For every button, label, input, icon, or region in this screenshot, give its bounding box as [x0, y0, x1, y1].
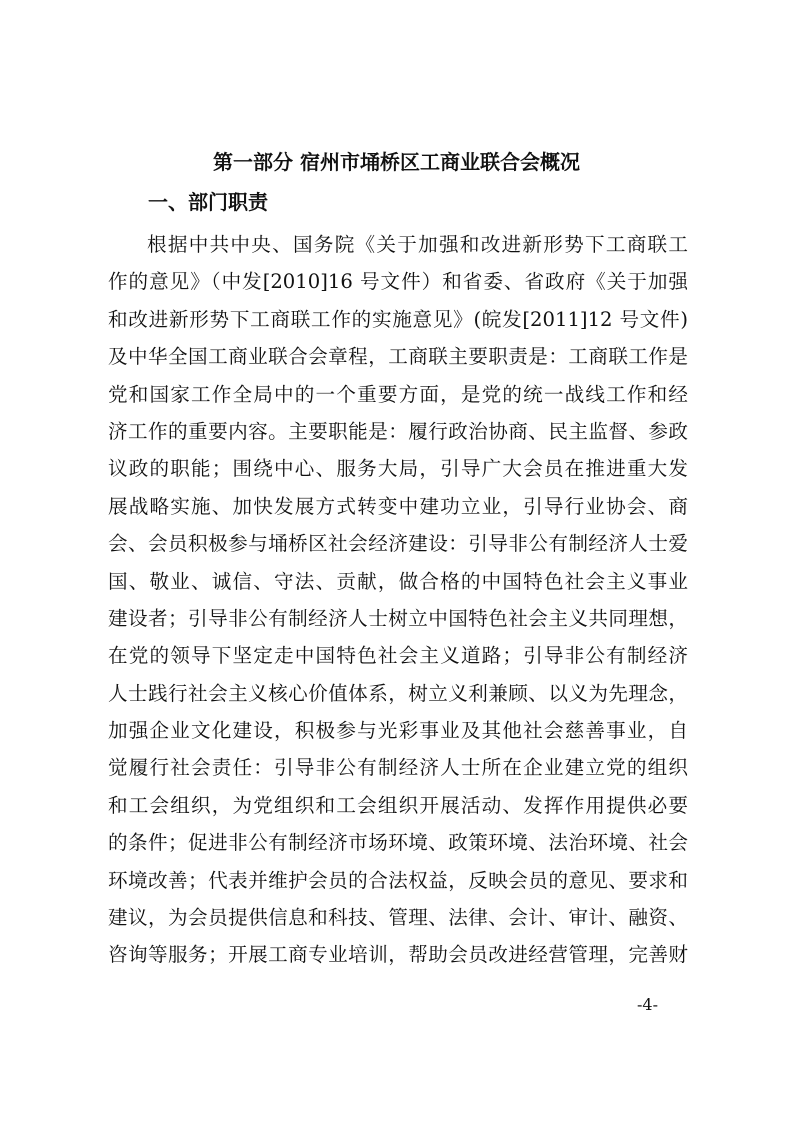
page-title: 第一部分 宿州市埇桥区工商业联合会概况 [213, 150, 580, 174]
paragraph-line: 和改进新形势下工商联工作的实施意见》(皖发[2011]12 号文件) [108, 307, 688, 331]
paragraph-line: 及中华全国工商业联合会章程，工商联主要职责是：工商联工作是 [108, 345, 688, 369]
paragraph-line: 的条件；促进非公有制经济市场环境、政策环境、法治环境、社会 [108, 831, 688, 855]
paragraph-line: 展战略实施、加快发展方式转变中建功立业，引导行业协会、商 [108, 494, 688, 518]
paragraph-line: 和工会组织，为党组织和工会组织开展活动、发挥作用提供必要 [108, 793, 688, 817]
paragraph-line: 人士践行社会主义核心价值体系，树立义利兼顾、以义为先理念， [108, 681, 688, 705]
paragraph-line: 在党的领导下坚定走中国特色社会主义道路；引导非公有制经济 [108, 644, 688, 668]
paragraph-line: 环境改善；代表并维护会员的合法权益，反映会员的意见、要求和 [108, 868, 688, 892]
body-paragraph [108, 226, 688, 974]
paragraph-line: 会、会员积极参与埇桥区社会经济建设：引导非公有制经济人士爱 [108, 532, 688, 556]
paragraph-line: 建设者；引导非公有制经济人士树立中国特色社会主义共同理想， [108, 606, 688, 630]
paragraph-line: 作的意见》（中发[2010]16 号文件）和省委、省政府《关于加强 [108, 270, 688, 294]
paragraph-line: 济工作的重要内容。主要职能是：履行政治协商、民主监督、参政 [108, 419, 688, 443]
paragraph-line: 党和国家工作全局中的一个重要方面，是党的统一战线工作和经 [108, 382, 688, 406]
section-heading: 一、部门职责 [148, 190, 268, 214]
paragraph-line: 议政的职能；围绕中心、服务大局，引导广大会员在推进重大发 [108, 457, 688, 481]
paragraph-line: 根据中共中央、国务院《关于加强和改进新形势下工商联工 [147, 233, 688, 256]
paragraph-line: 咨询等服务；开展工商专业培训，帮助会员改进经营管理，完善财 [108, 943, 688, 967]
paragraph-line: 觉履行社会责任：引导非公有制经济人士所在企业建立党的组织 [108, 756, 688, 780]
paragraph-line: 国、敬业、诚信、守法、贡献，做合格的中国特色社会主义事业 [108, 569, 688, 593]
paragraph-line: 加强企业文化建设，积极参与光彩事业及其他社会慈善事业，自 [108, 719, 688, 743]
page-number: -4- [637, 995, 658, 1014]
paragraph-line: 建议，为会员提供信息和科技、管理、法律、会计、审计、融资、 [108, 906, 688, 930]
